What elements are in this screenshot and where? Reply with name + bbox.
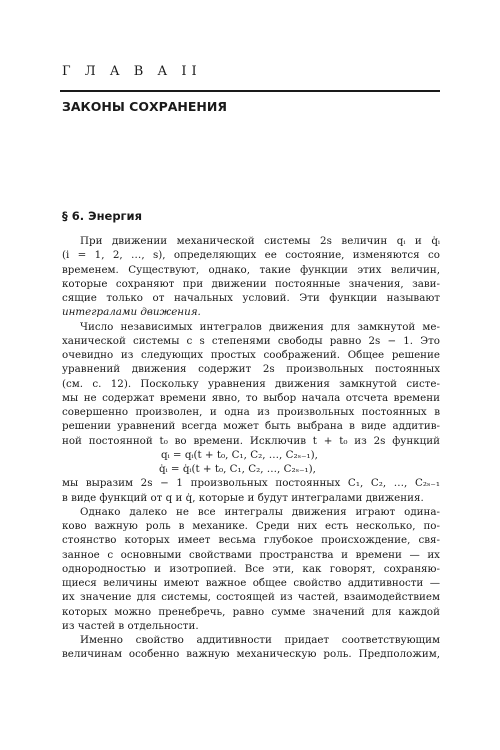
paragraph-line: (i = 1, 2, …, s), определяющих ее состояние, изменяются со bbox=[62, 249, 440, 262]
paragraph-line: очевидно из следующих простых соображений. Общее решение bbox=[62, 349, 440, 361]
paragraph-line: величинам особенно важную механическую роль. Предположим, bbox=[62, 648, 440, 661]
body-text bbox=[62, 234, 440, 662]
paragraph-line: сящие только от начальных условий. Эти функции называют bbox=[62, 292, 440, 304]
paragraph-line: мы выразим 2s − 1 произвольных постоянных C₁, C₂, …, C₂ₛ₋₁ bbox=[62, 477, 440, 490]
paragraph-line: решении уравнений всегда может быть выбрана в виде аддитив- bbox=[62, 420, 440, 433]
paragraph-line: уравнений движения содержит 2s произвольных постоянных bbox=[62, 363, 440, 376]
paragraph-line: ково важную роль в механике. Среди них есть несколько, по- bbox=[62, 520, 440, 532]
paragraph-line: Однако далеко не все интегралы движения играют одина- bbox=[80, 505, 440, 518]
paragraph-line bbox=[62, 305, 440, 319]
paragraph-line: совершенно произволен, и одна из произвольных постоянных в bbox=[62, 406, 440, 418]
paragraph-line: Именно свойство аддитивности придает соответствующим bbox=[80, 634, 440, 646]
paragraph-line: ханической системы с s степенями свободы равно 2s − 1. Это bbox=[62, 334, 440, 347]
paragraph-line: которых можно пренебречь, равно сумме значений для каждой bbox=[62, 605, 440, 618]
emphasis-text: интегралами движения. bbox=[62, 306, 201, 319]
paragraph-line: в виде функций от q и q̇, которые и будут интегралами движения. bbox=[62, 491, 424, 504]
paragraph-line: Число независимых интегралов движения для замкнутой ме- bbox=[80, 320, 440, 333]
paragraph-line: При движении механической системы 2s величин qᵢ и q̇ᵢ bbox=[80, 235, 440, 247]
chapter-rule bbox=[60, 90, 440, 92]
paragraph-line: щиеся величины имеют важное общее свойство аддитивности — bbox=[62, 577, 440, 589]
paragraph-line: (см. с. 12). Поскольку уравнения движения замкнутой систе- bbox=[62, 377, 440, 390]
paragraph-line: однородностью и изотропией. Все эти, как говорят, сохраняю- bbox=[62, 562, 440, 575]
paragraph-line: мы не содержат времени явно, то выбор начала отсчета времени bbox=[62, 391, 440, 404]
paragraph-line: временем. Существуют, однако, такие функции этих величин, bbox=[62, 263, 440, 276]
paragraph-line: из частей в отдельности. bbox=[62, 619, 199, 632]
chapter-label: Г Л А В А II bbox=[62, 64, 202, 79]
paragraph-line: занное с основными свойствами пространства и времени — их bbox=[62, 548, 440, 561]
formula-line: qᵢ = qᵢ(t + t₀, C₁, C₂, …, C₂ₛ₋₁), bbox=[161, 448, 318, 461]
paragraph-line: которые сохраняют при движении постоянные значения, зави- bbox=[62, 277, 440, 290]
section-title: § 6. Энергия bbox=[62, 209, 142, 223]
chapter-title: ЗАКОНЫ СОХРАНЕНИЯ bbox=[62, 99, 227, 114]
paragraph-line: их значение для системы, состоящей из частей, взаимодействием bbox=[62, 591, 440, 604]
formula-line: q̇ᵢ = q̇ᵢ(t + t₀, C₁, C₂, …, C₂ₛ₋₁), bbox=[159, 463, 316, 475]
paragraph-line: ной постоянной t₀ во времени. Исключив t + t₀ из 2s функций bbox=[62, 434, 440, 447]
paragraph-line: стоянство которых имеет весьма глубокое происхождение, свя- bbox=[62, 534, 440, 547]
